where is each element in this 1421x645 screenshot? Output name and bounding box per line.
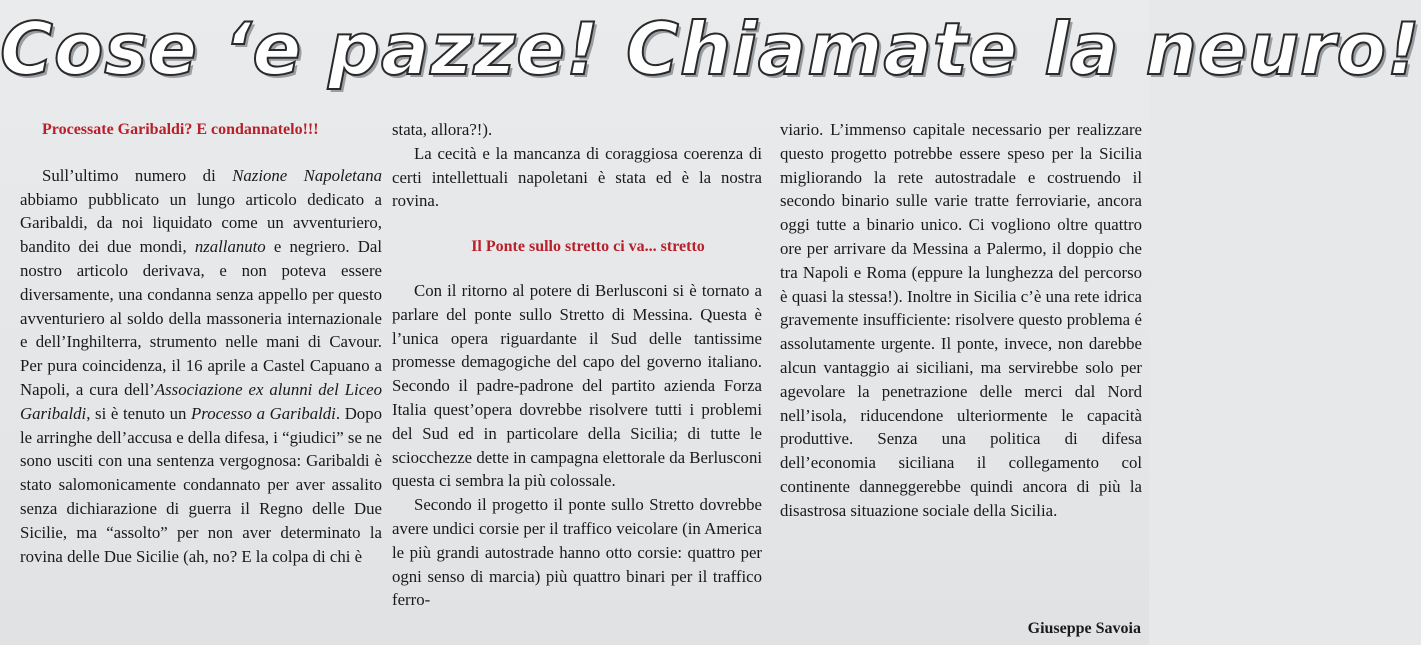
article2-paragraph-1: Con il ritorno al potere di Berlusconi si è tornato a parlare del ponte sullo Stretto di Messina. Questa è l’unica opera riguardante il Sud delle tantissime promesse demagogiche del capo del governo italiano. Secondo il padre-padrone del partito azienda Forza Italia quest’opera dovrebbe risolvere tutti i problemi del Sud ed in particolare della Sicilia; di tutte le sciocchezze dette in campagna elettorale da Berlusconi questa ci sembra la più colossale. bbox=[392, 280, 762, 491]
article1-paragraph-2: La cecità e la mancanza di coraggiosa coerenza di certi intellettuali napoletani è stata ed è la nostra rovina. bbox=[392, 143, 762, 211]
headline: Cose ‘e pazze! Chiamate la neuro! bbox=[0, 7, 1421, 91]
column-3 bbox=[780, 118, 1142, 523]
article2-title: Il Ponte sullo stretto ci va... stretto bbox=[471, 238, 705, 256]
column-1 bbox=[20, 118, 382, 568]
article1-paragraph-1-continued: stata, allora?!). bbox=[392, 120, 493, 139]
article1-paragraph-1: Sull’ultimo numero di Nazione Napoletana abbiamo pubblicato un lungo articolo dedicato a Garibaldi, da noi liquidato come un avventuriero, bandito dei due mondi, nzallanuto e negriero. Dal nostro articolo derivava, e non poteva essere diversamente, una condanna senza appello per questo avventuriero al soldo della massoneria internazionale e dell’Inghilterra, strumento nelle mani di Cavour. Per pura coincidenza, il 16 aprile a Castel Capuano a Napoli, a cura dell’Associazione ex alunni del Liceo Garibaldi, si è tenuto un Processo a Garibaldi. Dopo le arringhe dell’accusa e della difesa, i “giudici” se ne sono usciti con una sentenza vergognosa: Garibaldi è stato salomonicamente condannato per aver assalito senza dichiarazione di guerra il Regno delle Due Sicilie, ma “assolto” per non aver determinato la rovina delle Due Sicilie (ah, no? E la colpa di chi è bbox=[20, 165, 382, 566]
article2-paragraph-2-continued: viario. L’immenso capitale necessario per realizzare questo progetto potrebbe essere speso per la Sicilia migliorando la rete autostradale e costruendo il secondo binario sulle varie tratte ferroviarie, ancora oggi tutte a binario unico. Ci vogliono oltre quattro ore per arrivare da Messina a Palermo, il doppio che tra Napoli e Roma (eppure la lunghezza del percorso è quasi la stessa!). Inoltre in Sicilia c’è una rete idrica gravemente insufficiente: risolvere questo problema é assolutamente urgente. Il ponte, invece, non darebbe alcun vantaggio ai siciliani, ma servirebbe solo per agevolare la penetrazione delle merci dal Nord nell’isola, riducendone ulteriormente le capacità produttive. Senza una politica di difesa dell’economia siciliana il collegamento col continente danneggerebbe quindi ancora di più la disastrosa situazione sociale della Sicilia. bbox=[780, 120, 1142, 520]
column-2 bbox=[392, 118, 762, 612]
author-signature: Giuseppe Savoia bbox=[1027, 620, 1141, 637]
article1-title: Processate Garibaldi? E condannatelo!!! bbox=[42, 121, 319, 138]
article2-paragraph-2: Secondo il progetto il ponte sullo Stretto dovrebbe avere undici corsie per il traffico veicolare (in America le più grandi autostrade hanno otto corsie: quattro per ogni senso di marcia) più quattro binari per il traffico ferro- bbox=[392, 495, 762, 610]
